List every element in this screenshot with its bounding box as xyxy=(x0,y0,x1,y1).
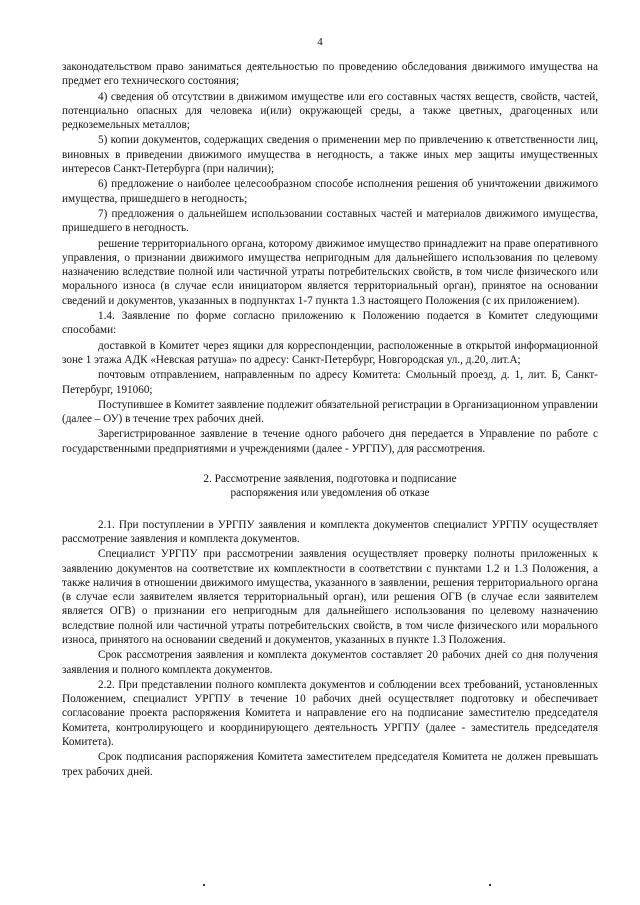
paragraph: 2.1. При поступлении в УРГПУ заявления и комплекта документов специалист УРГПУ осуществляет рассмотрение заявления и комплекта документов. xyxy=(62,518,598,545)
paragraphs-after-section xyxy=(62,518,598,779)
paragraph: Специалист УРГПУ при рассмотрении заявления осуществляет проверку полноты приложенных к заявлению документов на соответствие их комплектности в соответствии с пунктами 1.2 и 1.3 Положения, а также наличия в отношении движимого имущества, указанного в заявлении, решения территориального органа (в случае если заявителем является территориальный орган), или решения ОГВ (в случае если заявителем является ОГВ) о признании его непригодным для дальнейшего использования по целевому назначению вследствие полной или частичной утраты потребительских свойств, в том числе физического или морального износа, принятого на основании сведений и документов, указанных в пункте 1.3 Положения. xyxy=(62,548,598,646)
document-body xyxy=(62,60,598,780)
footer-dot-left xyxy=(203,884,205,886)
paragraph: 7) предложения о дальнейшем использовании составных частей и материалов движимого имущества, пришедшего в негодность. xyxy=(62,207,598,235)
paragraph: 4) сведения об отсутствии в движимом имуществе или его составных частях веществ, свойств, частей, потенциально опасных для человека и(или) окружающей среды, а также цветных, драгоценных или редкоземельных металлов; xyxy=(62,90,598,132)
paragraph: 1.4. Заявление по форме согласно приложению к Положению подается в Комитет следующими способами: xyxy=(62,310,598,337)
paragraph: 5) копии документов, содержащих сведения о применении мер по привлечению к ответственности лиц, виновных в приведении движимого имущества в негодность, а также иных мер защиты имущественных интересов Санкт-Петербурга (при наличии); xyxy=(62,134,598,176)
paragraph: доставкой в Комитет через ящики для корреспонденции, расположенные в открытой информационной зоне 1 этажа АДК «Невская ратуша» по адресу: Санкт-Петербург, Новгородская ул., д.20, лит.А; xyxy=(62,339,598,366)
section-heading-line-1: 2. Рассмотрение заявления, подготовка и подписание xyxy=(203,473,457,486)
paragraph: законодательством право заниматься деятельностью по проведению обследования движимого имущества на предмет его технического состояния; xyxy=(62,61,598,88)
paragraph: Поступившее в Комитет заявление подлежит обязательной регистрации в Организационном управлении (далее – ОУ) в течение трех рабочих дней. xyxy=(62,398,598,426)
paragraph: Срок рассмотрения заявления и комплекта документов составляет 20 рабочих дней со дня получения заявления и полного комплекта документов. xyxy=(62,649,598,676)
paragraph: 2.2. При представлении полного комплекта документов и соблюдении всех требований, установленных Положением, специалист УРГПУ в течение 10 рабочих дней осуществляет подготовку и обеспечивает согласование проекта распоряжения Комитета и направление его на подписание заместителю председателя Комитета, контролирующего и координирующего деятельность УРГПУ (далее - заместитель председателя Комитета). xyxy=(62,678,598,749)
paragraphs-before-section xyxy=(62,60,598,456)
paragraph: 6) предложение о наиболее целесообразном способе исполнения решения об уничтожении движимого имущества, пришедшего в негодность; xyxy=(62,178,598,205)
paragraph: решение территориального органа, которому движимое имущество принадлежит на праве оперативного управления, о признании движимого имущества непригодным для дальнейшего использования по целевому назначению вследствие полной или частичной утраты потребительских свойств, в том числе физического или морального износа (в случае если инициатором является территориальный орган), принятое на основании сведений и документов, указанных в подпунктах 1-7 пункта 1.3 настоящего Положения (с их приложением). xyxy=(62,237,598,307)
page-number: 4 xyxy=(317,36,323,48)
paragraph: Зарегистрированное заявление в течение одного рабочего дня передается в Управление по работе с государственными предприятиями и учреждениями (далее - УРГПУ), для рассмотрения. xyxy=(62,428,598,455)
footer-dot-right xyxy=(489,884,491,886)
section-heading-line-2: распоряжения или уведомления об отказе xyxy=(230,487,430,500)
footer-marks xyxy=(0,880,640,890)
paragraph: почтовым отправлением, направленным по адресу Комитета: Смольный проезд, д. 1, лит. Б, Санкт-Петербург, 191060; xyxy=(62,369,598,396)
section-heading xyxy=(62,472,598,501)
paragraph: Срок подписания распоряжения Комитета заместителем председателя Комитета не должен превышать трех рабочих дней. xyxy=(62,751,598,778)
